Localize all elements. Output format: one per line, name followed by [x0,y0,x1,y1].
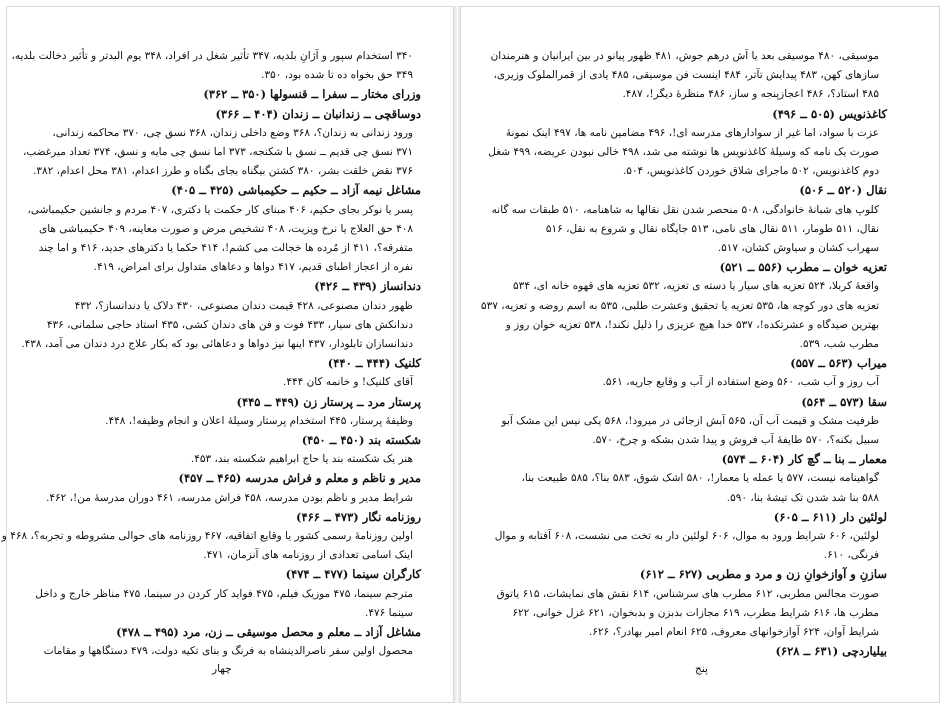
entry-line: شرایط مدیر و ناظم بودن مدرسه، ۴۵۸ فراش مدرسه، ۴۶۱ دوران مدرسهٔ من!، ۴۶۲. [46,491,413,504]
left-page [1,6,454,703]
entry-line: محصول اولین سفر ناصرالدینشاه به فرنگ و بنای تکیه دولت، ۴۷۹ دستگاهها و مقامات [43,645,413,658]
entry-line: ۳۷۶ نقض خلقت بشر، ۳۸۰ کشتن بیگناه بجای بگناه و طرز اعدام، ۳۸۱ محل اعدام، ۳۸۲. [33,165,413,178]
entry-line: ۴۰۸ حق العلاج یا نرخ ویزیت، ۴۰۸ تشخیص مرض و صورت معاینه، ۴۰۹ حکیمباشی های [39,222,413,235]
entry-line: ظهور دندان مصنوعی، ۴۲۸ قیمت دندان مصنوعی، ۴۳۰ دلاک یا دندانساز؟، ۴۳۲ [74,299,413,312]
left-page-folio: چهار [212,663,232,675]
entry-line: ورود زندانی به زندان؟، ۳۶۸ وضع داخلی زندان، ۳۶۸ نسق چی، ۳۷۰ محاکمه زندانی، [52,126,413,139]
entry-line: آب روز و آب شب، ۵۶۰ وضع استفاده از آب و وقایع جاریه، ۵۶۱. [602,376,879,389]
entry-line: ۵۸۸ بنا شد شدن تک تیشهٔ بنا، ۵۹۰. [726,491,879,504]
entry-line: ۳۴۰ استخدام سپور و آژانِ بلدیه، ۳۴۷ تأثیر شغل در افراد، ۳۴۸ یوم البدتر و تأثیر دخالت بلدیه، [11,50,413,62]
entry-line: موسیقی، ۴۸۰ موسیقی بعد یا آش درهم جوش، ۴۸۱ ظهور پیانو در بین ایرانیان و هنرمندان [490,50,879,62]
entry-line: اینک اسامی تعدادی از روزنامه های آنزمان، ۴۷۱. [203,549,413,562]
section-heading: دوساقچی ــ زندانبان ــ زندان (۴۰۴ ــ ۳۶۶) [215,106,421,121]
section-heading: سقا (۵۷۳ ــ ۵۶۴) [801,394,887,409]
entry-line: نفره از اعجاز اطبای قدیم، ۴۱۷ دواها و دعاهای متداول برای امراض، ۴۱۹. [93,261,413,274]
section-heading: مشاغل نیمه آزاد ــ حکیم ــ حکیمباشی (۴۲۵ ــ ۴۰۵) [171,183,421,198]
section-heading: کاغذنویس (۵۰۵ ــ ۴۹۶) [772,106,887,121]
entry-line: دندانسازان تابلودار، ۴۳۷ اینها نیز دواها و دعاهائی بود که بکار علاج درد دندان می آمد، ۴۳۸. [21,338,413,351]
entry-line: صورت مجالس مطربی، ۶۱۲ مطرب های سرشناس، ۶۱۴ نقش های نمایشات، ۶۱۵ یاتوق [496,587,879,600]
entry-line: ۳۴۹ حق بخواه ده تا شده بود، ۳۵۰. [261,69,413,82]
section-heading: کارگران سینما (۴۷۷ ــ ۴۷۴) [285,567,421,582]
entry-line: سهراب کشان و سیاوش کشان، ۵۱۷. [717,242,879,255]
entry-line: فرنگی، ۶۱۰. [823,549,879,562]
entry-line: پسر یا نوکر بجای حکیم، ۴۰۶ مبنای کار حکمت یا دکتری، ۴۰۷ مردم و جانشین حکیمباشی، [27,203,413,216]
entry-line: آقای کلنیک! و خانمه کان ۴۴۴. [282,376,413,389]
entry-line: ظرفیت مشک و قیمت آب آن، ۵۶۵ آبش ازجائی در میرود!، ۵۶۸ یکی نیس این مشک آبو [501,414,879,427]
section-heading: میراب (۵۶۳ ــ ۵۵۷) [790,356,887,371]
entry-line: ۴۸۵ استاد؟، ۴۸۶ اعجازپنجه و ساز، ۴۸۶ منظرهٔ دیگر!، ۴۸۷. [622,88,879,101]
entry-line: مترجم سینما، ۴۷۵ موزیک فیلم، ۴۷۵ فواید کار کردن در سینما، ۴۷۵ مناظر خارج و داخل [35,587,413,600]
left-page-content [1,47,421,662]
entry-line: مطرب شب، ۵۳۹. [799,338,879,351]
entry-line: سازهای کهن، ۴۸۳ پیدایش تآتر، ۴۸۴ اینست فن موسیقی، ۴۸۵ یادی از قمرالملوک وزیری، [493,69,879,82]
entry-line: گواهینامه نیست، ۵۷۷ یا عمله یا معمار!، ۵۸۰ اشک شوق، ۵۸۳ بنا؟، ۵۸۵ طبیعت بنا، [521,472,879,485]
entry-line: تعزیه های دور کوچه ها، ۵۳۵ تعزیه یا تحقیق وعشرت طلبی، ۵۳۵ به اسم روضه و تعزیه، ۵۳۷ [481,299,879,312]
section-heading: دندانساز (۴۳۹ ــ ۴۲۶) [314,279,421,294]
entry-line: متفرقه؟، ۴۱۱ از مُرده ها خجالت می کشم!، ۴۱۴ حکما یا دکترهای جدید، ۴۱۶ و اما چند [38,242,413,255]
section-heading: مدیر و ناظم و معلم و فراش مدرسه (۴۶۵ ــ ۴۵۷) [178,471,421,486]
right-page-content [481,47,887,662]
entry-line: وظیفهٔ پرستار، ۴۴۵ استخدام پرستار وسیلهٔ اعلان و انجام وظیفه!، ۴۴۸. [105,414,413,427]
entry-line: مطرب ها، ۶۱۶ شرایط مطرب، ۶۱۹ مجازات بدبزن و بدبخوان، ۶۲۱ غزل خوانی، ۶۲۲ [512,606,879,619]
entry-line: بهترین صیدگاه و عشرتکده!، ۵۳۷ خدا هیچ عزیزی را ذلیل نکند!، ۵۳۸ تعزیه خوان روز و [505,318,879,331]
entry-line: ۳۷۱ نسق چی قدیم ــ نسق با شکنجه، ۳۷۳ اما نسق چی مایه و نسق، ۳۷۴ تعداد میرغضب، [22,146,413,159]
section-heading: شکسته بند (۴۵۰ ــ ۴۵۰) [301,433,421,448]
entry-line: سینما ۴۷۶. [364,606,413,619]
section-heading: پرستار مرد ــ پرستار زن (۴۴۹ ــ ۴۴۵) [236,394,421,409]
section-heading: لولئین دار (۶۱۱ ــ ۶۰۵) [773,509,887,524]
section-heading: تعزیه خوان ــ مطرب (۵۵۶ ــ ۵۲۱) [719,260,887,275]
entry-line: نقال، ۵۱۱ طومار، ۵۱۱ نقال های نامی، ۵۱۳ جایگاه نقال و شروع به نقل، ۵۱۶ [545,222,879,235]
right-page-folio: پنج [695,663,708,675]
section-heading: بیلیاردچی (۶۳۱ ــ ۶۲۸) [775,644,887,659]
section-heading: سازنِ و آوازخوانِ زن و مرد و مطربی (۶۲۷ ــ ۶۱۲) [639,567,887,582]
entry-line: عزت با سواد، اما غیر از سوادارهای مدرسه ای!، ۴۹۶ مضامین نامه ها، ۴۹۷ اینک نمونهٔ [505,126,879,139]
entry-line: هنر یک شکسته بند یا حاج ابراهیم شکسته بند، ۴۵۳. [190,453,413,466]
entry-line: لولئین، ۶۰۶ شرایط ورود به موال، ۶۰۶ لولئین دار به تخت می نشست، ۶۰۸ آفتابه و موال [494,530,879,543]
section-heading: وزرای مختار ــ سفرا ــ قنسولها (۳۵۰ ــ ۳۶۲) [203,87,421,102]
right-page [460,6,940,703]
entry-line: صورت یک نامه که وسیلهٔ کاغذنویس ها نوشته می شد، ۴۹۸ خالی نبودن عریضه، ۴۹۹ شغل [488,146,879,159]
entry-line: اولین روزنامهٔ رسمی کشور یا وقایع اتفاقیه، ۴۶۷ روزنامه های حوالی مشروطه و تجربه؟، ۴۶۸ و [1,530,413,543]
entry-line: شرایط آوان، ۶۲۴ آوازخوانهای معروف، ۶۲۵ انعام امیر بهادر؟، ۶۲۶. [588,626,879,639]
section-heading: معمار ــ بنا ــ گچ کار (۶۰۴ ــ ۵۷۴) [721,452,887,467]
entry-line: دندانکش های سیار، ۴۳۳ فوت و فن های دندان کشی، ۴۳۵ استاد حاجی سلمانی، ۴۳۶ [46,318,413,331]
section-heading: مشاغل آزاد ــ معلم و محصل موسیقی ــ زن، مرد (۴۹۵ ــ ۴۷۸) [116,625,421,640]
section-heading: نقال (۵۲۰ ــ ۵۰۶) [799,183,887,198]
entry-line: کلوپ های شبانهٔ خانوادگی، ۵۰۸ منحصر شدن نقل نقالها به شاهنامه، ۵۱۰ طبقات سه گانه [491,203,879,216]
section-heading: روزنامه نگار (۴۷۳ ــ ۴۶۶) [295,509,421,524]
entry-line: واقعهٔ کربلا، ۵۲۴ تعزیه های سیار یا دسته ی تعزیه، ۵۳۲ تعزیه های قهوه خانه ای، ۵۳۴ [513,280,879,293]
entry-line: سبیل بکنه؟، ۵۷۰ طایفهٔ آب فروش و پیدا شدن بشکه و چرخ، ۵۷۰. [592,434,879,447]
section-heading: کلنیک (۴۴۴ ــ ۴۴۰) [327,356,421,371]
entry-line: دوم کاغذنویس، ۵۰۲ ماجرای شلاق خوردن کاغذنویس، ۵۰۴. [622,165,879,178]
